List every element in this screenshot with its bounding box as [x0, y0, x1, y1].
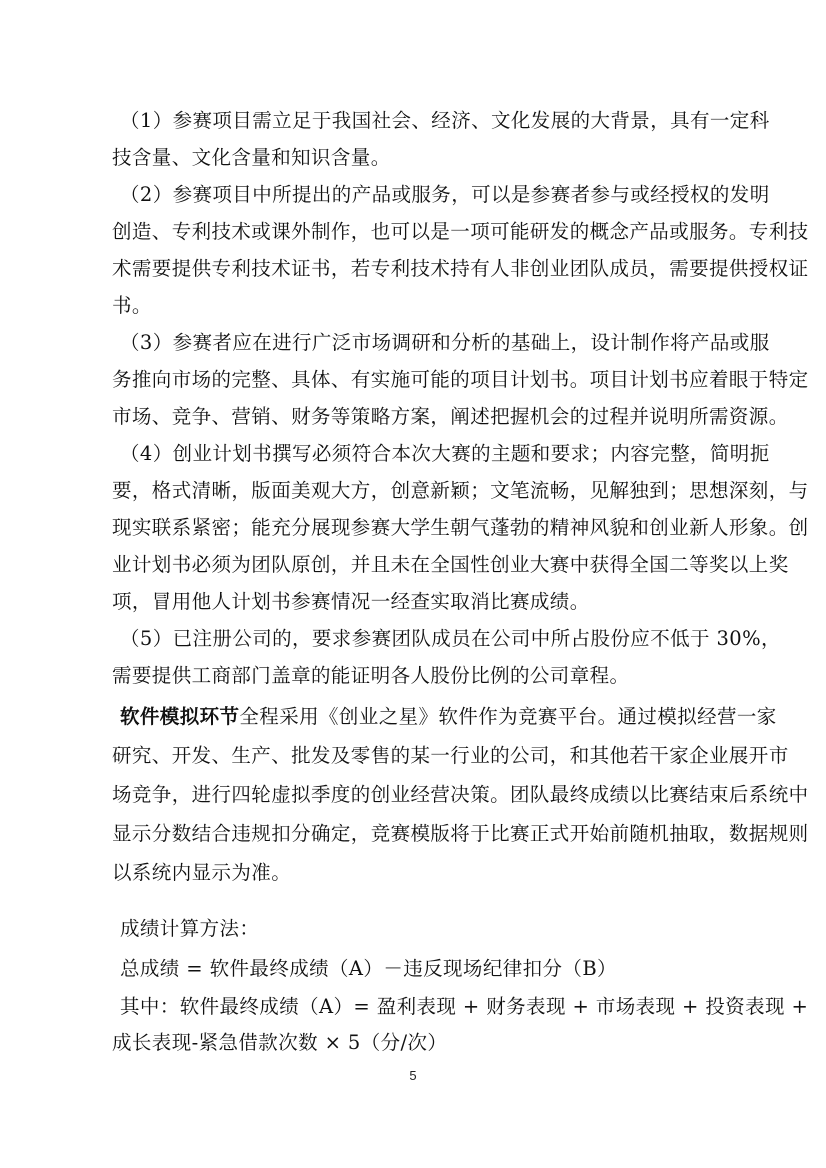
software-section-first-line: 全程采用《创业之星》软件作为竞赛平台。通过模拟经营一家: [239, 705, 777, 728]
item-4-line-4: 业计划书必须为团队原创，并且未在全国性创业大赛中获得全国二等奖以上奖: [112, 553, 789, 576]
item-5-line-2: 需要提供工商部门盖章的能证明各人股份比例的公司章程。: [112, 664, 630, 687]
software-section-line-4: 显示分数结合违规扣分确定，竞赛模版将于比赛正式开始前随机抽取，数据规则: [112, 822, 809, 845]
item-1-line-2: 技含量、文化含量和知识含量。: [112, 146, 391, 169]
software-section-line-3: 场竞争，进行四轮虚拟季度的创业经营决策。团队最终成绩以比赛结束后系统中: [112, 783, 809, 806]
item-4-line-5: 项，冒用他人计划书参赛情况一经查实取消比赛成绩。: [112, 590, 590, 613]
software-section-line-1: [120, 699, 777, 735]
software-section-line-2: 研究、开发、生产、批发及零售的某一行业的公司，和其他若干家企业展开市: [112, 744, 789, 767]
item-3-line-1: （3）参赛者应在进行广泛市场调研和分析的基础上，设计制作将产品或服: [120, 331, 770, 354]
scoring-formula-software-line-1: 其中：软件最终成绩（A）= 盈利表现 + 财务表现 + 市场表现 + 投资表现 +: [120, 995, 809, 1018]
item-5-line-1: （5）已注册公司的，要求参赛团队成员在公司中所占股份应不低于 30%，: [120, 627, 781, 650]
software-section-heading: 软件模拟环节: [120, 705, 240, 728]
page-number: 5: [409, 1068, 417, 1083]
item-4-line-2: 要，格式清晰，版面美观大方，创意新颖；文笔流畅，见解独到；思想深刻，与: [112, 479, 809, 502]
item-1-line-1: （1）参赛项目需立足于我国社会、经济、文化发展的大背景，具有一定科: [120, 109, 770, 132]
item-3-line-3: 市场、竞争、营销、财务等策略方案，阐述把握机会的过程并说明所需资源。: [112, 405, 789, 428]
item-4-line-3: 现实联系紧密；能充分展现参赛大学生朝气蓬勃的精神风貌和创业新人形象。创: [112, 516, 809, 539]
software-section-line-5: 以系统内显示为准。: [112, 861, 292, 884]
item-3-line-2: 务推向市场的完整、具体、有实施可能的项目计划书。项目计划书应着眼于特定: [112, 368, 809, 391]
item-2-line-2: 创造、专利技术或课外制作，也可以是一项可能研发的概念产品或服务。专利技: [112, 220, 809, 243]
scoring-title: 成绩计算方法：: [120, 917, 260, 940]
item-2-line-1: （2）参赛项目中所提出的产品或服务，可以是参赛者参与或经授权的发明: [120, 183, 770, 206]
scoring-formula-total: 总成绩 = 软件最终成绩（A）－违反现场纪律扣分（B）: [120, 957, 617, 980]
item-2-line-3: 术需要提供专利技术证书，若专利技术持有人非创业团队成员，需要提供授权证: [112, 257, 809, 280]
item-4-line-1: （4）创业计划书撰写必须符合本次大赛的主题和要求；内容完整，简明扼: [120, 442, 770, 465]
item-2-line-4: 书。: [112, 294, 152, 317]
scoring-formula-software-line-2: 成长表现-紧急借款次数 × 5（分/次）: [112, 1031, 448, 1054]
